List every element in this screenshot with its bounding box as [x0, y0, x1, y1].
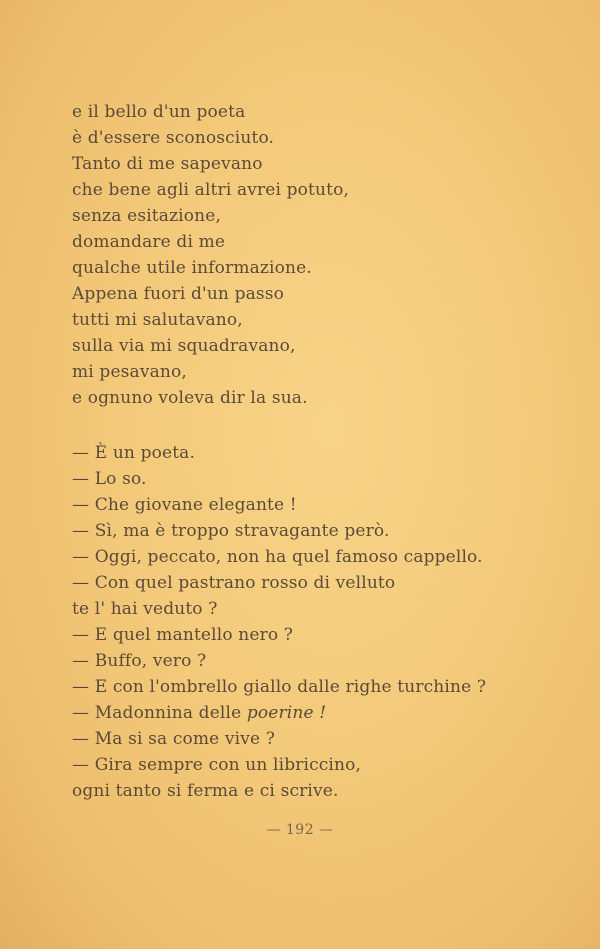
- verse-line: domandare di me: [72, 232, 226, 252]
- verse-line: che bene agli altri avrei potuto,: [72, 180, 350, 200]
- dialogue-line: [72, 700, 486, 726]
- dialogue-line: — Oggi, peccato, non ha quel famoso cappello.: [72, 547, 483, 567]
- dialogue-line: — Lo so.: [72, 469, 147, 489]
- verse-line: è d'essere sconosciuto.: [72, 128, 275, 148]
- dialogue-line: ogni tanto si ferma e ci scrive.: [72, 781, 339, 801]
- dialogue-line: — Buffo, vero ?: [72, 651, 207, 671]
- dialogue-line: te l' hai veduto ?: [72, 599, 218, 619]
- verse-line: e il bello d'un poeta: [72, 102, 246, 122]
- stanza-one: [72, 99, 349, 411]
- verse-line: e ognuno voleva dir la sua.: [72, 388, 308, 408]
- dialogue-line: — Ma si sa come vive ?: [72, 729, 276, 749]
- dialogue-line: — Gira sempre con un libriccino,: [72, 755, 362, 775]
- dialogue-text: — Madonnina delle: [72, 703, 242, 723]
- dialogue-line: — Che giovane elegante !: [72, 495, 297, 515]
- italic-word: poerine !: [246, 703, 327, 723]
- verse-line: Tanto di me sapevano: [72, 154, 263, 174]
- verse-line: qualche utile informazione.: [72, 258, 312, 278]
- dialogue-line: — Con quel pastrano rosso di velluto: [72, 573, 396, 593]
- verse-line: senza esitazione,: [72, 206, 222, 226]
- dialogue-line: — E quel mantello nero ?: [72, 625, 294, 645]
- verse-line: Appena fuori d'un passo: [72, 284, 285, 304]
- stanza-two: [72, 440, 486, 804]
- verse-line: tutti mi salutavano,: [72, 310, 243, 330]
- page-number: — 192 —: [266, 822, 334, 838]
- dialogue-line: — È un poeta.: [72, 443, 196, 463]
- verse-line: mi pesavano,: [72, 362, 187, 382]
- verse-line: sulla via mi squadravano,: [72, 336, 296, 356]
- dialogue-line: — E con l'ombrello giallo dalle righe turchine ?: [72, 677, 487, 697]
- dialogue-line: — Sì, ma è troppo stravagante però.: [72, 521, 390, 541]
